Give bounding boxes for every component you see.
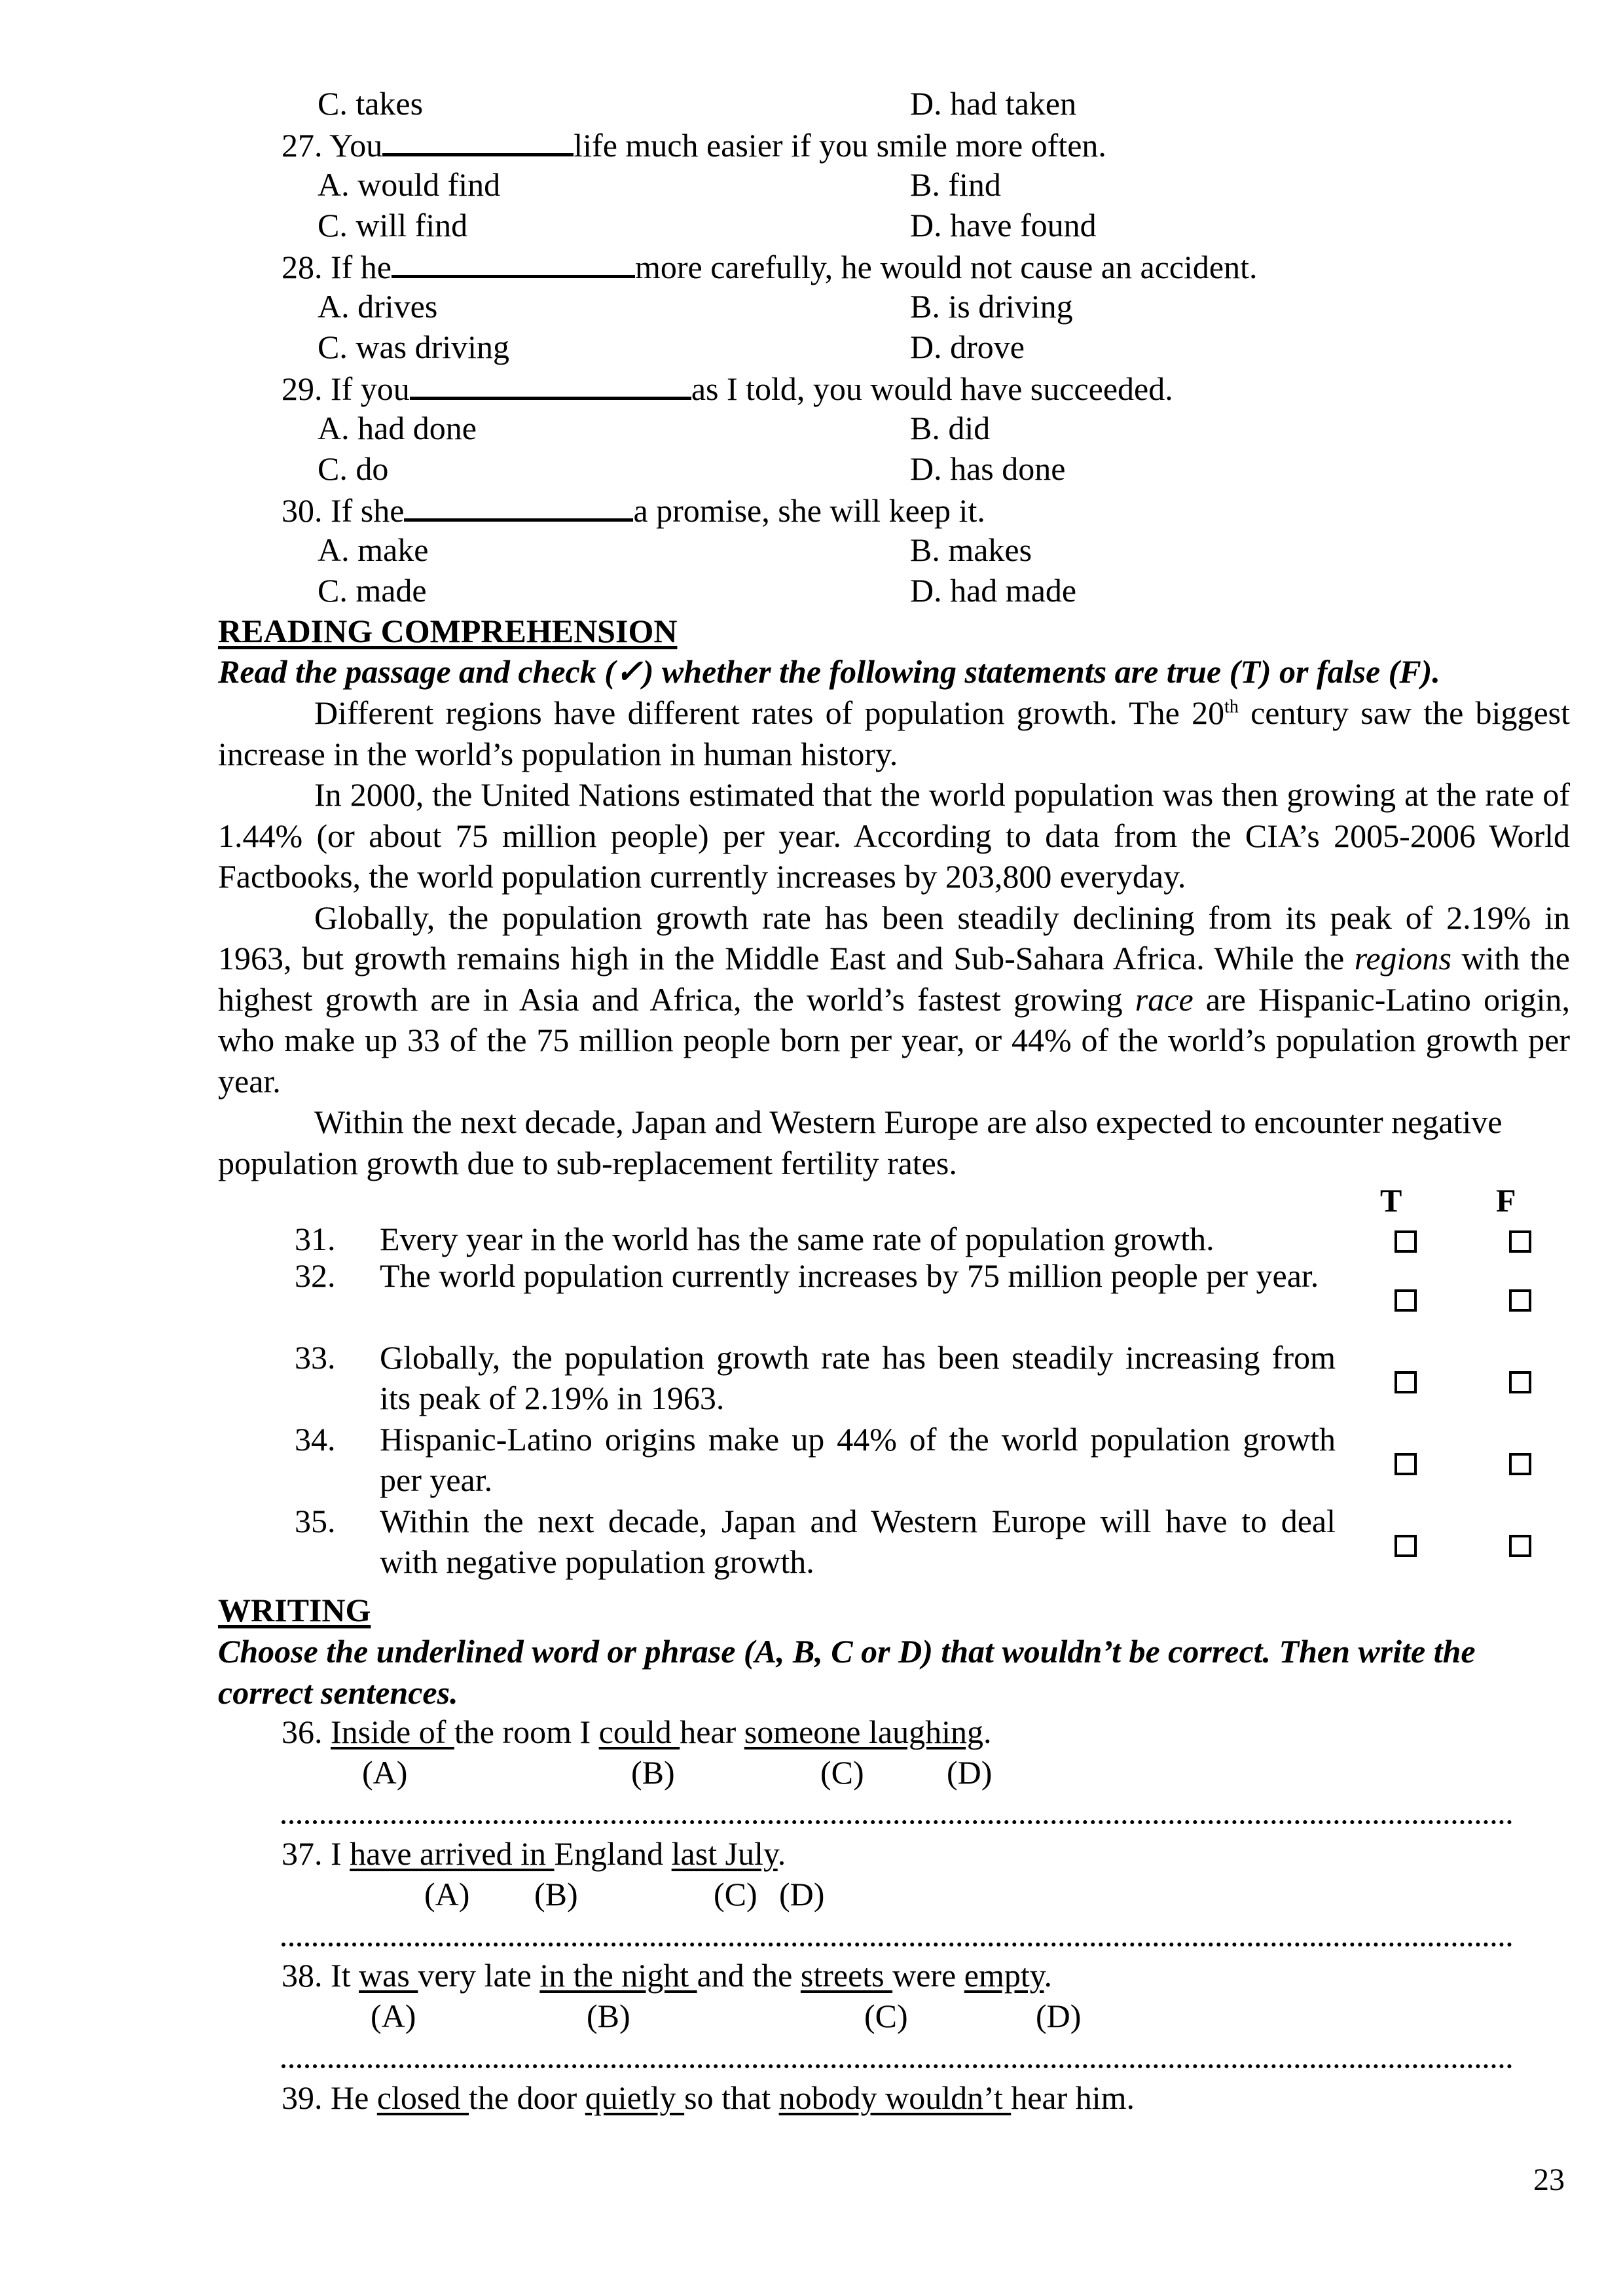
false-column-header: F bbox=[1496, 1182, 1516, 1219]
underlined-b[interactable]: could bbox=[598, 1713, 680, 1750]
answer-line-38[interactable] bbox=[282, 2060, 1512, 2068]
passage-paragraph-3: Globally, the population growth rate has been steadily declining from its peak of 2.19% in 1963, but growth remains high in the Middle East and Sub-Sahara Africa. While the regions with the highest growth are in Asia and Africa, the world’s fastest growing race are Hispanic-Latino origin, who make up 33 of the 75 million people born per year, or 44% of the world’s population growth per year. bbox=[218, 899, 1571, 1100]
underlined-b[interactable]: in the night bbox=[539, 1957, 697, 1994]
underlined-d[interactable]: empty bbox=[964, 1957, 1044, 1994]
passage-paragraph-4: Within the next decade, Japan and Western Europe are also expected to encounter negative population growth due to sub-replacement fertility rates. bbox=[218, 1103, 1503, 1181]
q29-option-c[interactable]: C. do bbox=[318, 450, 389, 487]
writing-heading: WRITING bbox=[218, 1592, 371, 1628]
statement-33-false-checkbox[interactable] bbox=[1509, 1371, 1531, 1393]
q27-option-a[interactable]: A. would find bbox=[318, 166, 501, 203]
underlined-c-d[interactable]: last July bbox=[671, 1835, 778, 1872]
q30-option-d[interactable]: D. had made bbox=[910, 572, 1077, 609]
reading-passage bbox=[218, 692, 1570, 1183]
q26-option-d: D. had taken bbox=[910, 85, 1077, 122]
q27-option-c[interactable]: C. will find bbox=[318, 207, 468, 243]
q30-option-a[interactable]: A. make bbox=[318, 531, 429, 568]
question-29: 29. If you as I told, you would have succeeded. bbox=[282, 368, 1173, 408]
answer-line-36[interactable] bbox=[282, 1816, 1512, 1824]
reading-instruction: Read the passage and check (✓) whether the following statements are true (T) or false (F). bbox=[218, 653, 1440, 690]
q29-option-d[interactable]: D. has done bbox=[910, 450, 1066, 487]
statement-35-false-checkbox[interactable] bbox=[1509, 1535, 1531, 1557]
writing-item-36: 36. Inside of the room I could hear someone laughing. bbox=[282, 1713, 992, 1750]
q30-option-b[interactable]: B. makes bbox=[910, 531, 1032, 568]
answer-blank[interactable] bbox=[382, 124, 574, 156]
underlined-b[interactable]: quietly bbox=[585, 2079, 685, 2116]
statement-32-false-checkbox[interactable] bbox=[1509, 1289, 1531, 1312]
q27-option-b[interactable]: B. find bbox=[910, 166, 1001, 203]
statement-34-false-checkbox[interactable] bbox=[1509, 1453, 1531, 1475]
q27-option-d[interactable]: D. have found bbox=[910, 207, 1097, 243]
passage-paragraph-1: Different regions have different rates of population growth. The 20th century saw the biggest increase in the world’s population in human history. bbox=[218, 694, 1570, 772]
reading-heading: READING COMPREHENSION bbox=[218, 613, 678, 649]
statement-34-true-checkbox[interactable] bbox=[1395, 1453, 1417, 1475]
answer-blank[interactable] bbox=[392, 246, 635, 278]
q26-option-c: C. takes bbox=[318, 85, 424, 122]
statement-32-true-checkbox[interactable] bbox=[1395, 1289, 1417, 1312]
writing-item-37: 37. I have arrived in England last July. bbox=[282, 1835, 786, 1872]
underlined-a[interactable]: closed bbox=[376, 2079, 469, 2116]
writing-item-39: 39. He closed the door quietly so that nobody wouldn’t hear him. bbox=[282, 2079, 1135, 2116]
underlined-a-b[interactable]: have arrived in bbox=[350, 1835, 555, 1872]
writing-instruction: Choose the underlined word or phrase (A, B, C or D) that wouldn’t be correct. Then write the correct sentences. bbox=[218, 1633, 1476, 1711]
passage-paragraph-2: In 2000, the United Nations estimated that the world population was then growing at the rate of 1.44% (or about 75 million people) per year. According to data from the CIA’s 2005-2006 World Factbooks, the world population currently increases by 203,800 everyday. bbox=[218, 776, 1570, 895]
writing-item-38: 38. It was very late in the night and the streets were empty. bbox=[282, 1957, 1052, 1994]
answer-line-37[interactable] bbox=[282, 1939, 1512, 1946]
q29-option-a[interactable]: A. had done bbox=[318, 410, 477, 446]
statement-31-true-checkbox[interactable] bbox=[1395, 1230, 1417, 1253]
answer-blank[interactable] bbox=[404, 490, 633, 522]
question-27: 27. You life much easier if you smile more often. bbox=[282, 124, 1106, 165]
underlined-c-d[interactable]: nobody wouldn’t bbox=[778, 2079, 1012, 2116]
underlined-a[interactable]: was bbox=[359, 1957, 418, 1994]
question-28: 28. If he more carefully, he would not cause an accident. bbox=[282, 246, 1258, 287]
page-number: 23 bbox=[1533, 2162, 1565, 2197]
question-30: 30. If she a promise, she will keep it. bbox=[282, 490, 985, 530]
underlined-a[interactable]: Inside of bbox=[331, 1713, 454, 1750]
true-column-header: T bbox=[1380, 1182, 1402, 1219]
q28-option-d[interactable]: D. drove bbox=[910, 329, 1025, 365]
q28-option-c[interactable]: C. was driving bbox=[318, 329, 510, 365]
q28-option-b[interactable]: B. is driving bbox=[910, 288, 1073, 325]
document-page: C. takes D. had taken 27. You life much easier if you smile more often. A. would find B. find C. will find D. have found 28. If he more carefully, he would not cause an accident. A. drives B. is driving C. was driving D. drove 29. If you as I told, you would have succeeded. A. had done B. did C. do D. has done 30. If she a promise, she will keep it. A. make B. makes C. made D. had made READING COMPREHENSION Read the passage and check (✓) whether the following statements are true (T) or false (F). Different regions have different rates of population growth. The 20th century saw the biggest increase in the world’s population in human history. In 2000, the United Nations estimated that the world population was then growing at the rate of 1.44% (or about 75 million people) per year. According to data from the CIA’s 2005-2006 World Factbooks, the world population currently increases by 203,800 everyday. Globally, the population growth rate has been steadily declining from its peak of 2.19% in 1963, but growth remains high in the Middle East and Sub-Sahara Africa. While the regions with the highest growth are in Asia and Africa, the world’s fastest growing race are Hispanic-Latino origin, who make up 33 of the 75 million people born per year, or 44% of the world’s population growth per year. Within the next decade, Japan and Western Europe are also expected to encounter negative population growth due to sub-replacement fertility rates. T F 31. Every year in the world has the same rate of population growth. 32. The world population currently increases by 75 million people per year. 33. Globally, the population growth rate has been steadily increasing from its peak of 2.19% in 1963. 34. Hispanic-Latino origins make up 44% of the world population growth per year. 35. Within the next decade, Japan and Western Europe will have to deal with negative population growth. WRITING Choose the underlined word or phrase (A, B, C or D) that wouldn’t be correct. Then write the correct sentences. 36. Inside of the room I could hear someone laughing. (A) (B) (C) (D) 37. I have arrived in England last July. (A) (B) (C) (D) 38. It was very late in the night and the streets were empty. (A) (B) (C) (D) 39. He closed the door quietly so that nobody wouldn’t hear him. 23 bbox=[218, 85, 1571, 2197]
statement-31-false-checkbox[interactable] bbox=[1509, 1230, 1531, 1253]
answer-blank[interactable] bbox=[410, 368, 691, 400]
statement-35-true-checkbox[interactable] bbox=[1395, 1535, 1417, 1557]
q30-option-c[interactable]: C. made bbox=[318, 572, 427, 609]
q29-option-b[interactable]: B. did bbox=[910, 410, 991, 446]
underlined-c[interactable]: streets bbox=[800, 1957, 893, 1994]
statement-33-true-checkbox[interactable] bbox=[1395, 1371, 1417, 1393]
q28-option-a[interactable]: A. drives bbox=[318, 288, 438, 325]
underlined-c-d[interactable]: someone laughing bbox=[744, 1713, 983, 1750]
